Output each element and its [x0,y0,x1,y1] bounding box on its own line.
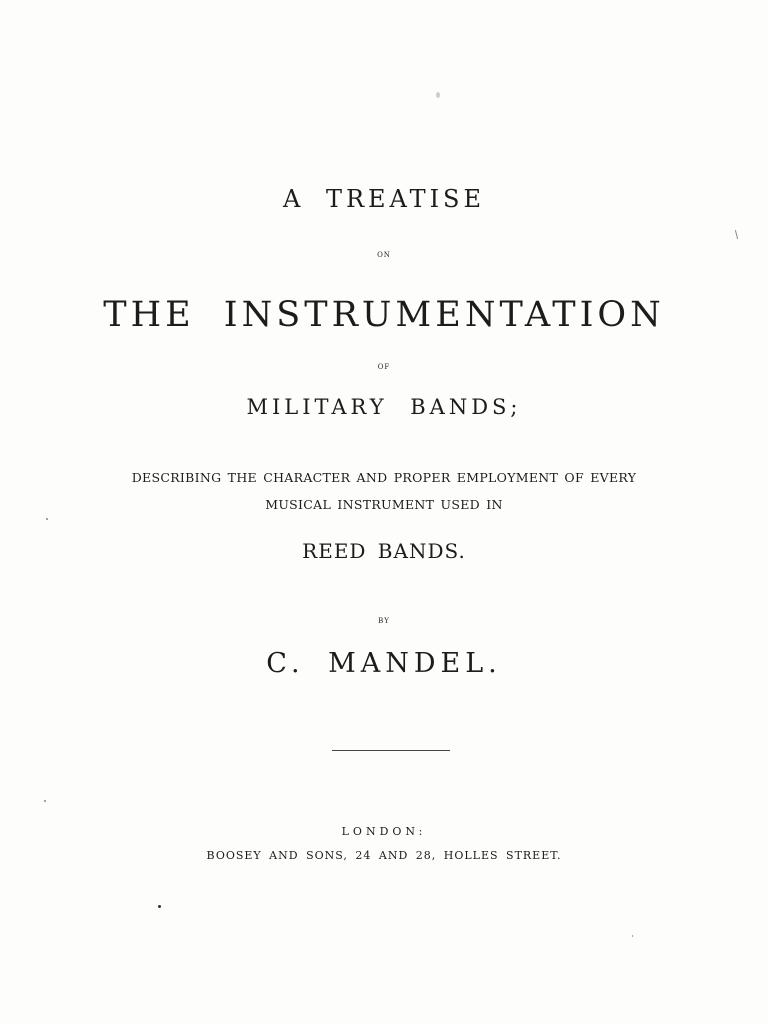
scan-speck [46,518,48,520]
title-line-treatise: A TREATISE [282,185,486,213]
connector-of: OF [377,363,391,371]
scan-speck [735,230,738,239]
scan-speck [44,800,46,802]
imprint-publisher: BOOSEY AND SONS, 24 AND 28, HOLLES STREET. [206,849,562,862]
scan-speck [158,905,161,908]
scan-speck [436,92,440,98]
title-line-military-bands: MILITARY BANDS; [246,395,522,419]
scan-speck [632,935,633,937]
connector-by: BY [378,617,390,625]
separator-rule [332,750,450,751]
description-line-2: MUSICAL INSTRUMENT USED IN [265,497,503,512]
title-line-reed-bands: REED BANDS. [302,539,466,563]
description-line-1: DESCRIBING THE CHARACTER AND PROPER EMPLOYMENT OF EVERY [131,470,637,485]
connector-on: ON [377,251,391,259]
author-name: C. MANDEL. [266,648,502,679]
imprint-city: LONDON: [341,825,427,838]
title-line-instrumentation: THE INSTRUMENTATION [103,295,665,335]
